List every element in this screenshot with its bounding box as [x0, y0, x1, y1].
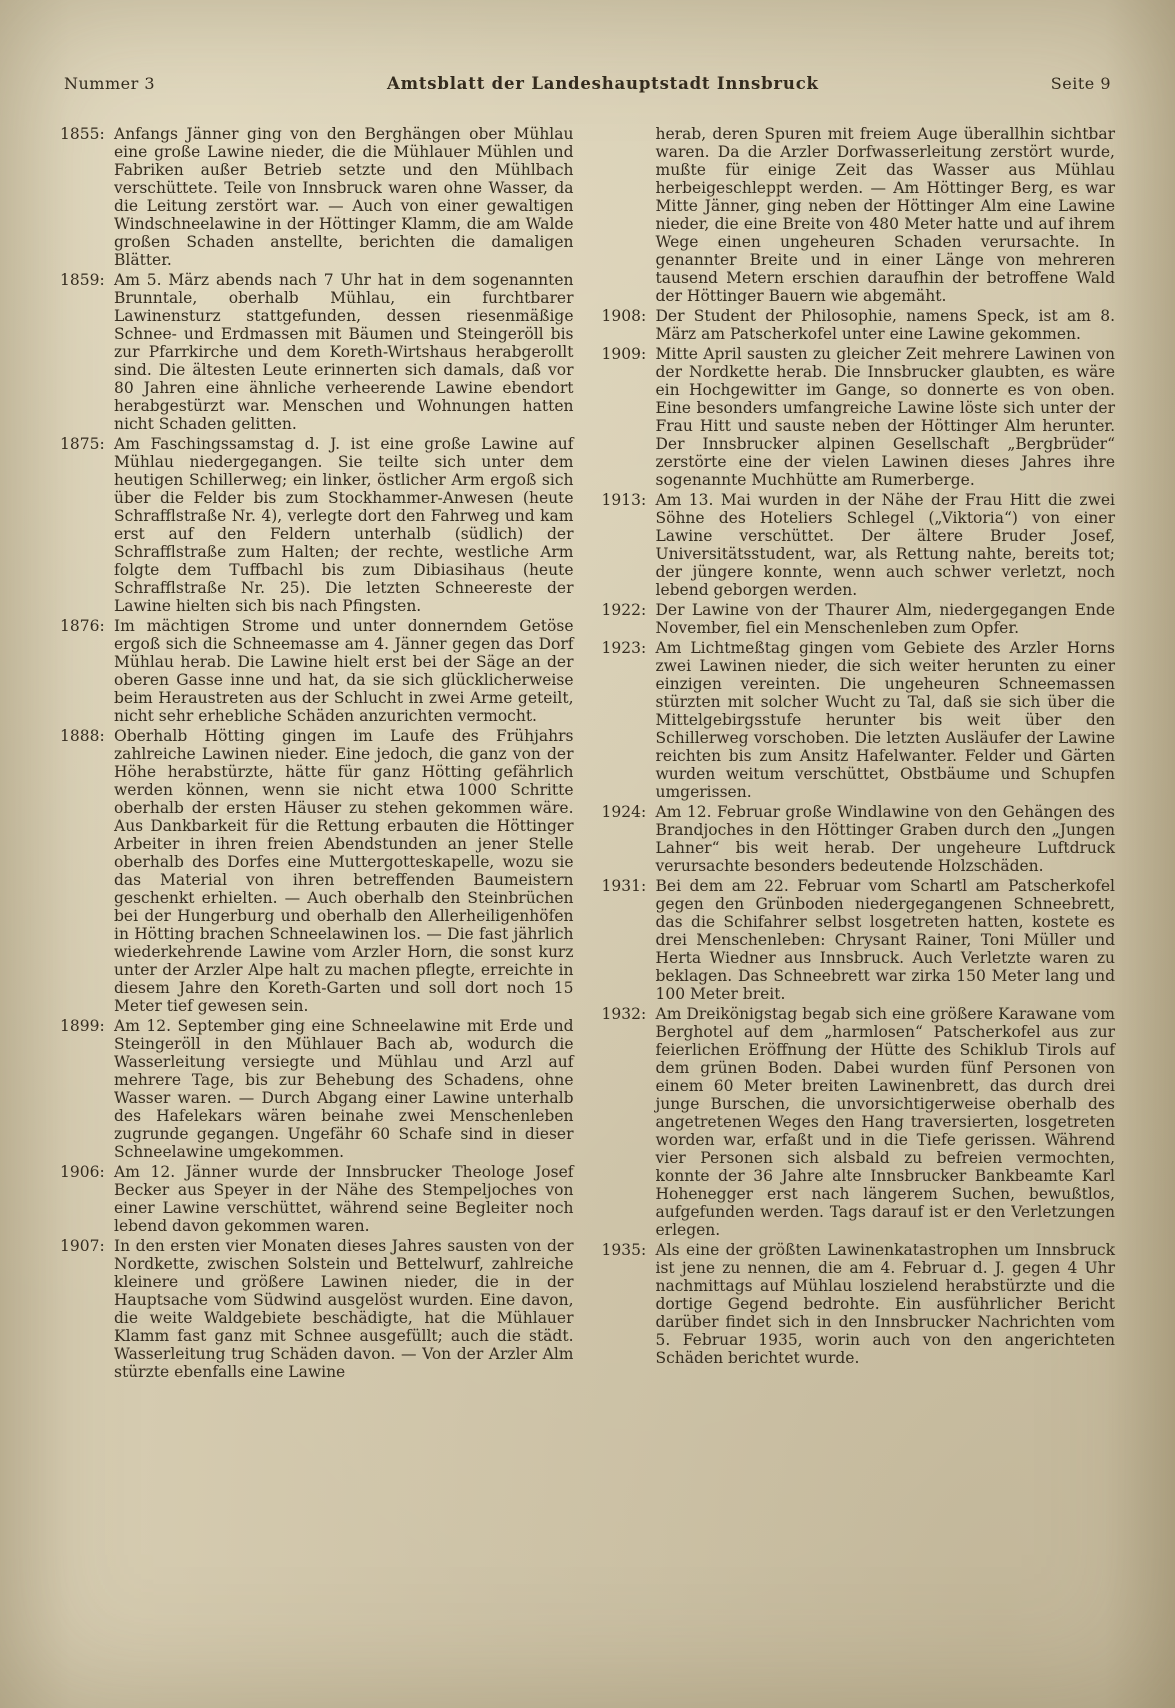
entry-text: Als eine der größten Lawinenkatastrophen um Innsbruck ist jene zu nennen, die am 4. Februar d. J. gegen 4 Uhr nachmittags auf Mühlau loszielend herabstürzte und die dortige Gegend bedrohte. Ein ausführlicher Bericht darüber findet sich in den Innsbrucker Nachrichten vom 5. Februar 1935, worin auch von den angerichteten Schäden berichtet wurde.: [655, 1241, 1115, 1367]
year-label: 1876:: [60, 617, 105, 635]
text-columns: [60, 125, 1115, 1383]
year-label: 1888:: [60, 727, 105, 745]
left-column: [60, 125, 574, 1383]
entry-text: Am 12. Jänner wurde der Innsbrucker Theologe Josef Becker aus Speyer in der Nähe des Stempeljoches von einer Lawine verschüttet, während seine Begleiter noch lebend davon gekommen waren.: [114, 1163, 574, 1235]
entry-1922: [602, 601, 1116, 637]
entry-text: Im mächtigen Strome und unter donnerndem Getöse ergoß sich die Schneemasse am 4. Jänner gegen das Dorf Mühlau herab. Die Lawine hielt erst bei der Säge an der oberen Gasse inne und hat, da sie sich glücklicherweise beim Heraustreten aus der Schlucht in zwei Arme geteilt, nicht sehr erhebliche Schäden anzurichten vermocht.: [114, 617, 574, 725]
entry-text: In den ersten vier Monaten dieses Jahres sausten von der Nordkette, zwischen Solstein und Bettelwurf, zahlreiche kleinere und größere Lawinen nieder, die in der Hauptsache vom Südwind ausgelöst wurden. Eine davon, die weite Waldgebiete beschädigte, hat die Mühlauer Klamm fast ganz mit Schnee ausgefüllt; auch die städt. Wasserleitung trug Schäden davon. — Von der Arzler Alm stürzte ebenfalls eine Lawine: [114, 1237, 574, 1381]
entry-text: Der Student der Philosophie, namens Speck, ist am 8. März am Patscherkofel unter eine Lawine gekommen.: [655, 307, 1115, 343]
entry-text: Anfangs Jänner ging von den Berghängen ober Mühlau eine große Lawine nieder, die die Mühlauer Mühlen und Fabriken außer Betrieb setzte und den Mühlbach verschüttete. Teile von Innsbruck waren ohne Wasser, da die Leitung zerstört war. — Auch von einer gewaltigen Windschneelawine in der Höttinger Klamm, die am Walde großen Schaden anstellte, berichten die damaligen Blätter.: [114, 125, 574, 269]
entry-text: Am Faschingssamstag d. J. ist eine große Lawine auf Mühlau niedergegangen. Sie teilte sich unter dem heutigen Schillerweg; ein linker, östlicher Arm ergoß sich über die Felder bis zum Stockhammer-Anwesen (heute Schrafflstraße Nr. 4), verlegte dort den Fahrweg und kam erst auf den Feldern unterhalb (südlich) der Schrafflstraße zum Halten; der rechte, westliche Arm folgte dem Tuffbachl bis zum Dibiasihaus (heute Schrafflstraße Nr. 25). Die letzten Schneereste der Lawine hielten sich bis nach Pfingsten.: [114, 435, 574, 615]
entry-1908: [602, 307, 1116, 343]
entry-1935: [602, 1241, 1116, 1367]
entry-1855: [60, 125, 574, 269]
year-label: 1932:: [601, 1005, 647, 1023]
year-label: 1923:: [601, 639, 647, 657]
entry-1931: [602, 877, 1116, 1003]
entry-1913: [602, 491, 1116, 599]
issue-number: Nummer 3: [64, 74, 156, 93]
entry-text: Am Dreikönigstag begab sich eine größere Karawane vom Berghotel auf dem „harmlosen“ Patscherkofel aus zur feierlichen Eröffnung der Hütte des Schiklub Tirols auf dem grünen Boden. Dabei wurden fünf Personen von einem 60 Meter breiten Lawinenbrett, das durch drei junge Burschen, die unvorsichtigerweise oberhalb des angetretenen Weges den Hang traversierten, losgetreten worden war, erfaßt und in die Tiefe gerissen. Während vier Personen sich alsbald zu befreien vermochten, konnte der 36 Jahre alte Innsbrucker Bankbeamte Karl Hohenegger erst nach längerem Suchen, bewußtlos, aufgefunden werden. Tags darauf ist er den Verletzungen erlegen.: [655, 1005, 1115, 1239]
entry-text: Mitte April sausten zu gleicher Zeit mehrere Lawinen von der Nordkette herab. Die Innsbrucker glaubten, es wäre ein Hochgewitter im Gange, so donnerte es von oben. Eine besonders umfangreiche Lawine löste sich unter der Frau Hitt und sauste neben der Höttinger Alm herunter. Der Innsbrucker alpinen Gesellschaft „Bergbrüder“ zerstörte eine der vielen Lawinen dieses Jahres ihre sogenannte Muchhütte am Rumerberge.: [655, 345, 1115, 489]
year-label: 1931:: [601, 877, 647, 895]
entry-1899: [60, 1017, 574, 1161]
entry-1859: [60, 271, 574, 433]
entry-1923: [602, 639, 1116, 801]
entry-1924: [602, 803, 1116, 875]
entry-1907: [60, 1237, 574, 1381]
year-label: 1908:: [601, 307, 647, 325]
entry-text: Der Lawine von der Thaurer Alm, niedergegangen Ende November, fiel ein Menschenleben zum Opfer.: [655, 601, 1115, 637]
year-label: 1859:: [60, 271, 105, 289]
entry-1932: [602, 1005, 1116, 1239]
year-label: 1875:: [60, 435, 105, 453]
year-label: 1935:: [601, 1241, 647, 1259]
masthead: [60, 74, 1115, 93]
year-label: 1922:: [601, 601, 647, 619]
entry-text: Am 13. Mai wurden in der Nähe der Frau Hitt die zwei Söhne des Hoteliers Schlegel („Viktoria“) von einer Lawine verschüttet. Der ältere Bruder Josef, Universitätsstudent, war, als Rettung nahte, bereits tot; der jüngere konnte, wenn auch schwer verletzt, noch lebend geborgen werden.: [655, 491, 1115, 599]
page-number: Seite 9: [1050, 74, 1111, 93]
year-label: 1924:: [601, 803, 647, 821]
year-label: [602, 125, 656, 305]
entry-text: Oberhalb Hötting gingen im Laufe des Frühjahrs zahlreiche Lawinen nieder. Eine jedoch, die ganz von der Höhe herabstürzte, hätte für ganz Hötting gefährlich werden können, wenn sie nicht etwa 1000 Schritte oberhalb der ersten Häuser zu stehen gekommen wäre. Aus Dankbarkeit für die Rettung erbauten die Höttinger Arbeiter in ihren freien Abendstunden an jener Stelle oberhalb des Dorfes eine Muttergotteskapelle, wozu sie das Material von ihren betreffenden Baumeistern geschenkt erhielten. — Auch oberhalb den Steinbrüchen bei der Hungerburg und oberhalb den Allerheiligenhöfen in Hötting brachen Schneelawinen los. — Die fast jährlich wiederkehrende Lawine vom Arzler Horn, die sonst kurz unter der Arzler Alpe halt zu machen pflegte, erreichte in diesem Jahre den Koreth-Garten und soll dort noch 15 Meter tief gewesen sein.: [114, 727, 574, 1015]
entry-text: Am 12. Februar große Windlawine von den Gehängen des Brandjoches in den Höttinger Graben durch den „Jungen Lahner“ bis weit herab. Der ungeheure Luftdruck verursachte besonders bedeutende Holzschäden.: [655, 803, 1115, 875]
year-label: 1906:: [60, 1163, 105, 1181]
entry-1906: [60, 1163, 574, 1235]
entry-1875: [60, 435, 574, 615]
entry-1888: [60, 727, 574, 1015]
year-label: 1855:: [60, 125, 105, 143]
right-column: [602, 125, 1116, 1383]
year-label: 1907:: [60, 1237, 105, 1255]
entry-text: Am 12. September ging eine Schneelawine mit Erde und Steingeröll in den Mühlauer Bach ab, wodurch die Wasserleitung versiegte und Mühlau und Arzl auf mehrere Tage, bis zur Behebung des Schadens, ohne Wasser waren. — Durch Abgang einer Lawine unterhalb des Hafelekars wären beinahe zwei Menschenleben zugrunde gegangen. Ungefähr 60 Schafe sind in dieser Schneelawine umgekommen.: [114, 1017, 574, 1161]
entry-1909: [602, 345, 1116, 489]
year-label: 1909:: [601, 345, 647, 363]
entry-text: Am 5. März abends nach 7 Uhr hat in dem sogenannten Brunntale, oberhalb Mühlau, ein furchtbarer Lawinensturz stattgefunden, dessen riesenmäßige Schnee- und Erdmassen mit Bäumen und Steingeröll bis zur Pfarrkirche und dem Koreth-Wirtshaus herabgerollt sind. Die ältesten Leute erinnerten sich damals, daß vor 80 Jahren eine ähnliche verheerende Lawine ebendort herabgestürzt war. Menschen und Wohnungen hatten nicht Schaden gelitten.: [114, 271, 574, 433]
entry-1907-continued: [602, 125, 1116, 305]
year-label: 1899:: [60, 1017, 105, 1035]
entry-text: Am Lichtmeßtag gingen vom Gebiete des Arzler Horns zwei Lawinen nieder, die sich weiter herunten zu einer einzigen vereinten. Die ungeheuren Schneemassen stürzten mit solcher Wucht zu Tal, daß sie sich über die Mittelgebirgsstufe herunter bis weit über den Schillerweg vorschoben. Die letzten Ausläufer der Lawine reichten bis zum Ansitz Hafelwanter. Felder und Gärten wurden weitum verschüttet, Obstbäume und Schupfen umgerissen.: [655, 639, 1115, 801]
entry-text: Bei dem am 22. Februar vom Schartl am Patscherkofel gegen den Grünboden niedergegangenen Schneebrett, das die Schifahrer selbst losgetreten hatten, kostete es drei Menschenleben: Chrysant Rainer, Toni Müller und Herta Wiedner aus Innsbruck. Auch Verletzte waren zu beklagen. Das Schneebrett war zirka 150 Meter lang und 100 Meter breit.: [655, 877, 1115, 1003]
page-title: Amtsblatt der Landeshauptstadt Innsbruck: [387, 74, 819, 93]
year-label: 1913:: [601, 491, 647, 509]
entry-text: herab, deren Spuren mit freiem Auge überallhin sichtbar waren. Da die Arzler Dorfwasserleitung zerstört wurde, mußte für einige Zeit das Wasser aus Mühlau herbeigeschleppt werden. — Am Höttinger Berg, es war Mitte Jänner, ging neben der Höttinger Alm eine Lawine nieder, die eine Breite von 480 Meter hatte und auf ihrem Wege einen ungeheuren Schaden verursachte. In genannter Breite und in einer Länge von mehreren tausend Metern erschien daraufhin der betroffene Wald der Höttinger Bauern wie abgemäht.: [655, 125, 1115, 305]
entry-1876: [60, 617, 574, 725]
